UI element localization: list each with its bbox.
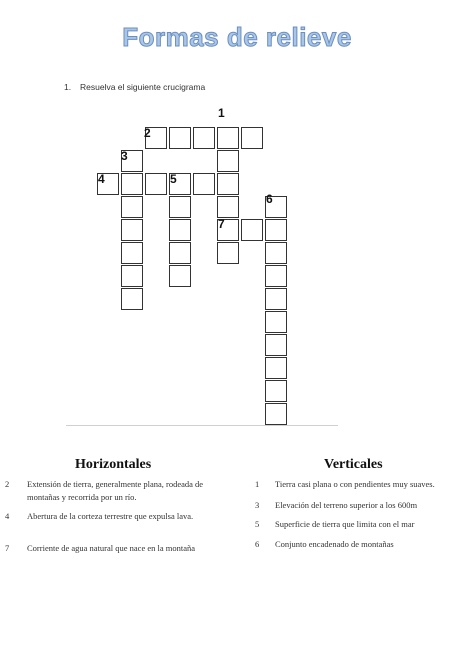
crossword-cell[interactable] [265,219,287,241]
clue-item [5,542,220,572]
crossword-cell[interactable] [265,265,287,287]
clue-item-number: 1 [255,479,260,489]
clue-item-number: 3 [255,500,260,510]
clue-item-number: 6 [255,539,260,549]
clue-item-number: 5 [255,519,260,529]
crossword-cell[interactable] [265,242,287,264]
clue-number-1: 1 [218,106,225,120]
crossword-cell[interactable] [121,288,143,310]
clue-item-text: Extensión de tierra, generalmente plana, rodeada de montañas y recorrida por un río. [27,479,204,502]
crossword-cell[interactable] [217,242,239,264]
crossword-cell[interactable] [169,242,191,264]
clue-item [255,538,470,556]
crossword-cell[interactable] [217,196,239,218]
crossword-cell[interactable] [121,173,143,195]
crossword-cell[interactable] [265,311,287,333]
crossword-cell[interactable] [121,242,143,264]
crossword-cell[interactable] [145,173,167,195]
crossword-cell[interactable] [265,288,287,310]
clue-item [5,510,220,540]
clue-number-6: 6 [266,192,273,206]
crossword-cell[interactable] [241,219,263,241]
clue-item-text: Abertura de la corteza terrestre que expulsa lava. [27,511,194,521]
instruction-number: 1. [64,82,72,92]
clue-item [255,518,470,536]
clue-number-5: 5 [170,172,177,186]
clue-item [255,478,470,496]
crossword-cell[interactable] [265,380,287,402]
clue-item-number: 2 [5,479,10,489]
clue-number-3: 3 [121,149,128,163]
clue-item-text: Conjunto encadenado de montañas [275,539,394,549]
clue-number-7: 7 [218,217,225,231]
clue-item-text: Tierra casi plana o con pendientes muy suaves. [275,479,435,489]
verticales-heading: Verticales [324,457,383,472]
crossword-cell[interactable] [121,196,143,218]
crossword-cell[interactable] [169,219,191,241]
clue-number-4: 4 [98,172,105,186]
crossword-cell[interactable] [217,173,239,195]
divider [66,425,338,426]
crossword-cell[interactable] [217,150,239,172]
clue-number-2: 2 [144,126,151,140]
instruction-text: Resuelva el siguiente crucigrama [80,82,206,92]
clue-item [255,499,470,517]
crossword-cell[interactable] [265,334,287,356]
crossword-cell[interactable] [193,173,215,195]
clue-item-text: Corriente de agua natural que nace en la montaña [27,543,196,553]
crossword-cell[interactable] [169,127,191,149]
clue-item-text: Elevación del terreno superior a los 600m [275,500,418,510]
page-title: Formas de relieve [122,22,352,52]
crossword-cell[interactable] [241,127,263,149]
clue-item-number: 7 [5,543,10,553]
crossword-cell[interactable] [121,265,143,287]
crossword-cell[interactable] [169,265,191,287]
clue-item-number: 4 [5,511,10,521]
crossword-cell[interactable] [217,127,239,149]
clue-item-text: Superficie de tierra que limita con el mar [275,519,415,529]
crossword-cell[interactable] [193,127,215,149]
clue-item [5,478,220,508]
crossword-cell[interactable] [265,403,287,425]
horizontales-heading: Horizontales [75,457,152,472]
crossword-cell[interactable] [265,357,287,379]
crossword-cell[interactable] [169,196,191,218]
crossword-cell[interactable] [121,219,143,241]
